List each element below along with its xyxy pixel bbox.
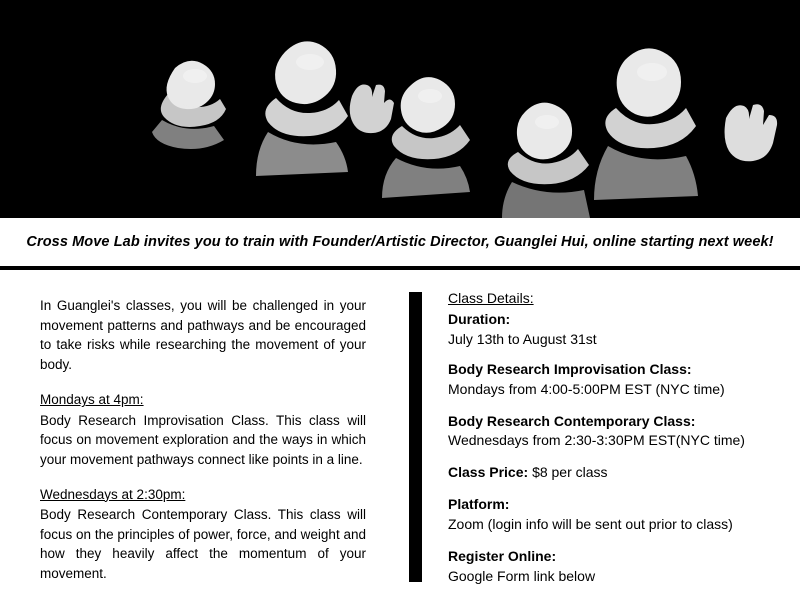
duration-value: July 13th to August 31st	[448, 330, 597, 347]
right-column	[430, 270, 800, 600]
hero-photo	[0, 0, 800, 218]
duration-label: Duration:	[448, 311, 511, 327]
platform-label: Platform:	[448, 496, 510, 513]
contemporary-class-label: Body Research Contemporary Class:	[448, 412, 696, 429]
platform-block	[448, 495, 790, 534]
wednesday-description: Body Research Contemporary Class. This class will focus on the principles of power, force, and weight and how they heavily affect the momentum of your movement.	[40, 507, 366, 581]
dancers-silhouette-illustration	[0, 0, 800, 218]
monday-description: Body Research Improvisation Class. This class will focus on movement exploration and the ways in which your movement pathways connect like points in a line.	[40, 412, 366, 467]
register-value: Google Form link below	[448, 567, 596, 584]
platform-value: Zoom (login info will be sent out prior to class)	[448, 516, 733, 533]
class-price-value: $8 per class	[532, 464, 608, 481]
improvisation-class-time: Mondays from 4:00-5:00PM EST (NYC time)	[448, 380, 725, 397]
improvisation-class-label: Body Research Improvisation Class:	[448, 360, 692, 377]
class-details-title: Class Details:	[448, 290, 534, 306]
tagline-text: Cross Move Lab invites you to train with Founder/Artistic Director, Guanglei Hui, online starting next week!	[26, 234, 774, 250]
left-column	[0, 270, 400, 600]
body-area	[0, 270, 800, 600]
register-label: Register Online:	[448, 548, 557, 565]
contemporary-class-time: Wednesdays from 2:30-3:30PM EST(NYC time)	[448, 432, 745, 449]
tagline-band	[0, 218, 800, 270]
class-price-row	[448, 463, 790, 482]
wednesday-heading: Wednesdays at 2:30pm:	[40, 486, 186, 502]
contemporary-class-block	[448, 412, 790, 451]
class-price-label: Class Price:	[448, 464, 529, 481]
column-divider-wrap	[400, 270, 430, 600]
monday-heading: Mondays at 4pm:	[40, 392, 144, 408]
duration-block	[448, 310, 790, 349]
register-block	[448, 547, 790, 586]
intro-paragraph: In Guanglei's classes, you will be challenged in your movement patterns and pathways and be encouraged to take risks while researching the movement of your body.	[40, 298, 366, 372]
vertical-divider	[409, 292, 422, 582]
improvisation-class-block	[448, 360, 790, 399]
